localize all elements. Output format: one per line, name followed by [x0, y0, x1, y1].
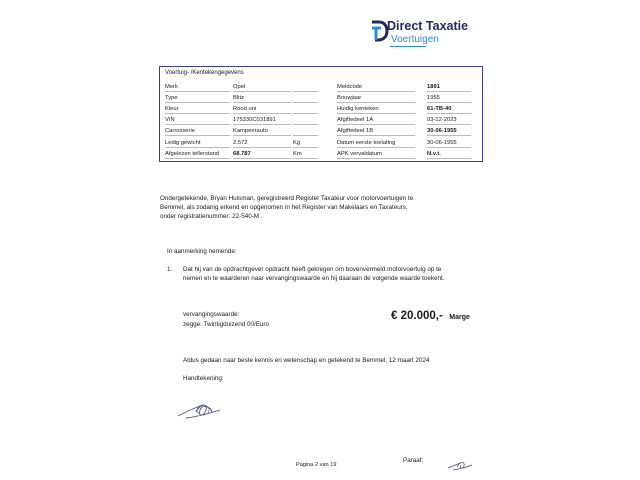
initials-image	[447, 458, 473, 472]
valuation-suffix: Marge	[449, 314, 470, 321]
company-logo	[369, 16, 481, 48]
logo-subtitle: Voertuigen	[391, 34, 439, 45]
signature-label: Handtekening:	[183, 375, 224, 382]
vehicle-label: Bouwjaar	[337, 94, 415, 103]
remark-number: 1.	[167, 266, 173, 273]
vehicle-value: Blitz	[233, 94, 291, 103]
vehicle-unit	[293, 83, 318, 92]
vehicle-value: 61-TB-40	[427, 105, 471, 114]
page-number: Pagina 2 van 19	[296, 462, 337, 468]
vehicle-unit	[293, 94, 318, 103]
closing-statement: Aldus gedaan naar beste kennis en wetenschap en getekend te Bemmel, 12 maart 2024	[183, 357, 430, 364]
vehicle-label: Ledig gewicht	[165, 139, 230, 148]
vehicle-label: Carrosserie	[165, 127, 230, 136]
vehicle-value: Opel	[233, 83, 291, 92]
logo-title: Direct Taxatie	[387, 19, 469, 33]
vehicle-value: 68.787	[233, 150, 291, 159]
vehicle-value: 1955	[427, 94, 471, 103]
vehicle-label: VIN	[165, 116, 230, 125]
vehicle-value: 2.572	[233, 139, 291, 148]
intro-line: Ondergetekende, Bryan Huisman, geregistreerd Register Taxateur voor motorvoertuigen te	[160, 195, 414, 202]
vehicle-label: Huidig kenteken	[337, 105, 415, 114]
vehicle-label: APK vervaldatum	[337, 150, 415, 159]
valuation-amount: € 20.000,-	[391, 310, 443, 322]
vehicle-unit: Kg	[293, 139, 318, 148]
valuation-label: vervangingswaarde:	[183, 311, 240, 318]
vehicle-label: Datum eerste toelating	[337, 139, 415, 148]
vehicle-label: Meldcode	[337, 83, 415, 92]
vehicle-unit	[293, 116, 318, 125]
vehicle-box-title: Voertuig- /Kentekengegevens	[165, 70, 244, 76]
vehicle-label: Afgiftedeel 1A	[337, 116, 415, 125]
vehicle-label: Type	[165, 94, 230, 103]
vehicle-value: 30-06-1955	[427, 127, 471, 136]
remark-heading: In aanmerking nemende:	[167, 248, 237, 255]
logo-mark-icon	[369, 19, 389, 43]
valuation-words: zegge: Twintigduizend 00/Euro	[183, 321, 270, 328]
intro-line: onder registratienummer: 22-540-M .	[160, 213, 263, 220]
vehicle-unit: Km	[293, 150, 318, 159]
vehicle-value: 175330C031891	[233, 116, 291, 125]
vehicle-value: Kampeerauto	[233, 127, 291, 136]
intro-line: Bemmel, als zodanig erkend en opgenomen in het Register van Makelaars en Taxateurs,	[160, 204, 408, 211]
remark-line: Dat hij van de opdrachtgever opdracht heeft gekregen om bovenvermeld motorvoertuig op te	[183, 266, 442, 273]
vehicle-label: Afgelezen tellerstand	[165, 150, 230, 159]
signature-image	[176, 398, 222, 422]
vehicle-value: Rood uni	[233, 105, 291, 114]
vehicle-label: Kleur	[165, 105, 230, 114]
remark-line: nemen en te waarderen naar vervangingswaarde en hij daaraan de volgende waarde toekent.	[183, 275, 445, 282]
vehicle-unit	[293, 105, 318, 114]
vehicle-value: 1891	[427, 83, 471, 92]
vehicle-label: Merk	[165, 83, 230, 92]
vehicle-unit	[293, 127, 318, 136]
valuation-amount-block	[391, 306, 470, 324]
vehicle-label: Afgiftedeel 1B	[337, 127, 415, 136]
remark-paragraph	[183, 265, 483, 283]
vehicle-value: 03-12-2023	[427, 116, 471, 125]
initials-label: Paraaf:	[403, 457, 424, 464]
intro-paragraph	[160, 194, 490, 221]
logo-underline	[390, 46, 426, 47]
vehicle-value: N.v.t.	[427, 150, 471, 159]
vehicle-value: 30-06-1955	[427, 139, 471, 148]
